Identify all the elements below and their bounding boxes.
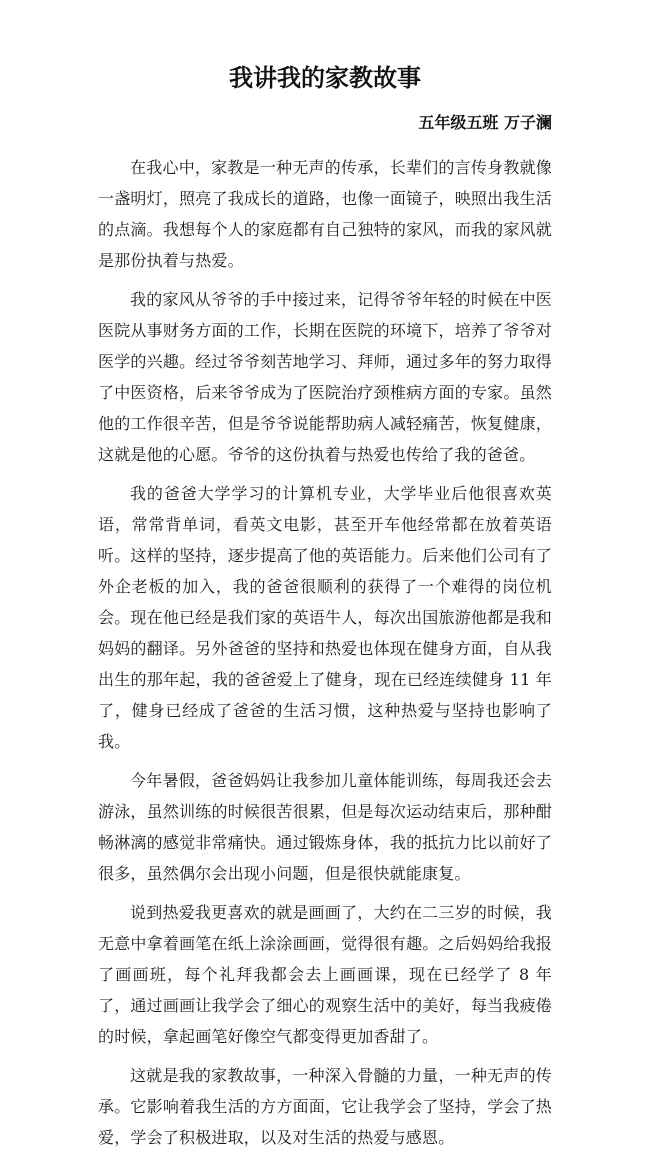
document-title: 我讲我的家教故事 bbox=[229, 63, 421, 92]
document-body bbox=[98, 152, 552, 1153]
paragraph: 这就是我的家教故事，一种深入骨髓的力量，一种无声的传承。它影响着我生活的方方面面，它让我学会了坚持，学会了热爱，学会了积极进取，以及对生活的热爱与感恩。 bbox=[98, 1066, 552, 1147]
paragraph: 今年暑假，爸爸妈妈让我参加儿童体能训练，每周我还会去游泳，虽然训练的时候很苦很累，但是每次运动结束后，那种酣畅淋漓的感觉非常痛快。通过锻炼身体，我的抵抗力比以前好了很多，虽然偶尔会出现小问题，但是很快就能康复。 bbox=[98, 771, 552, 883]
author-line: 五年级五班 万子澜 bbox=[418, 113, 552, 132]
paragraph: 我的家风从爷爷的手中接过来，记得爷爷年轻的时候在中医医院从事财务方面的工作，长期在医院的环境下，培养了爷爷对医学的兴趣。经过爷爷刻苦地学习、拜师，通过多年的努力取得了中医资格，后来爷爷成为了医院治疗颈椎病方面的专家。虽然他的工作很辛苦，但是爷爷说能帮助病人减轻痛苦，恢复健康，这就是他的心愿。爷爷的这份执着与热爱也传给了我的爸爸。 bbox=[98, 290, 552, 464]
paragraph: 说到热爱我更喜欢的就是画画了，大约在二三岁的时候，我无意中拿着画笔在纸上涂涂画画，觉得很有趣。之后妈妈给我报了画画班，每个礼拜我都会去上画画课，现在已经学了 8 年了，通过画画让我学会了细心的观察生活中的美好，每当我疲倦的时候，拿起画笔好像空气都变得更加香甜了。 bbox=[98, 903, 552, 1046]
paragraph: 在我心中，家教是一种无声的传承，长辈们的言传身教就像一盏明灯，照亮了我成长的道路，也像一面镜子，映照出我生活的点滴。我想每个人的家庭都有自己独特的家风，而我的家风就是那份执着与热爱。 bbox=[98, 158, 552, 270]
paragraph: 我的爸爸大学学习的计算机专业，大学毕业后他很喜欢英语，常常背单词，看英文电影，甚至开车他经常都在放着英语听。这样的坚持，逐步提高了他的英语能力。后来他们公司有了外企老板的加入，我的爸爸很顺利的获得了一个难得的岗位机会。现在他已经是我们家的英语牛人，每次出国旅游他都是我和妈妈的翻译。另外爸爸的坚持和热爱也体现在健身方面，自从我出生的那年起，我的爸爸爱上了健身，现在已经连续健身 11 年了，健身已经成了爸爸的生活习惯，这种热爱与坚持也影响了我。 bbox=[98, 484, 552, 751]
